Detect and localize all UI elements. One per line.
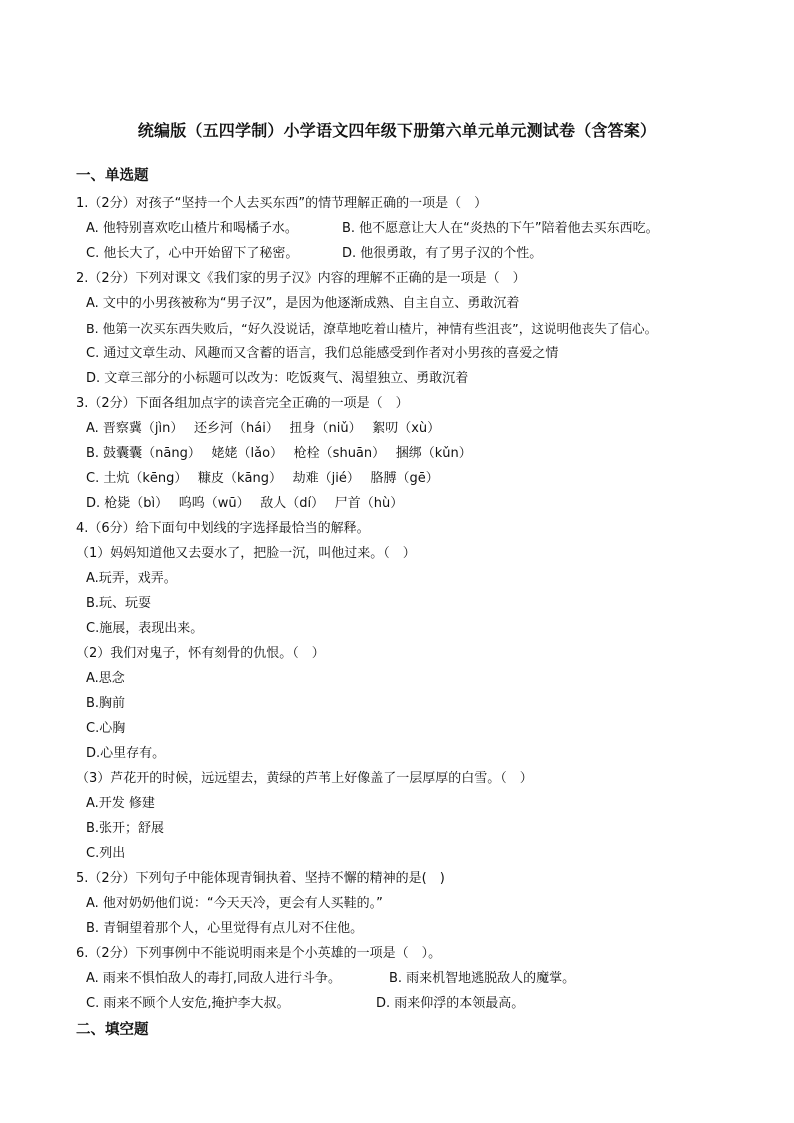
- question-4-sub-1: （1）妈妈知道他又去耍水了，把脸一沉，叫他过来。（ ）: [76, 546, 416, 561]
- question-4-sub-2-option-a[interactable]: A.思念: [86, 671, 125, 686]
- question-2-option-b[interactable]: B. 他第一次买东西失败后，“好久没说话，潦草地吃着山楂片，神情有些沮丧”，这说明他丧失了信心。: [86, 321, 658, 336]
- question-6-option-d[interactable]: D. 雨来仰浮的本领最高。: [376, 996, 525, 1011]
- question-2-option-a[interactable]: A. 文中的小男孩被称为“男子汉”，是因为他逐渐成熟、自主自立、勇敢沉着: [86, 296, 520, 311]
- question-4-sub-1-option-c[interactable]: C.施展，表现出来。: [86, 621, 204, 636]
- question-2-stem: 2.（2分）下列对课文《我们家的男子汉》内容的理解不正确的是一项是（ ）: [76, 271, 526, 286]
- question-4-sub-1-option-a[interactable]: A.玩弄，戏弄。: [86, 571, 177, 586]
- question-1-option-a[interactable]: A. 他特别喜欢吃山楂片和喝橘子水。: [86, 221, 298, 236]
- exam-title: 统编版（五四学制）小学语文四年级下册第六单元单元测试卷（含答案）: [137, 121, 657, 140]
- question-4-sub-3: （3）芦花开的时候，远远望去，黄绿的芦苇上好像盖了一层厚厚的白雪。（ ）: [76, 771, 533, 786]
- question-4-sub-3-option-a[interactable]: A.开发 修建: [86, 796, 155, 811]
- question-4-sub-3-option-b[interactable]: B.张开；舒展: [86, 821, 165, 836]
- question-3-option-b[interactable]: B. 鼓囊囊（nāng） 姥姥（lǎo） 枪栓（shuān） 捆绑（kǔn）: [86, 446, 472, 461]
- question-4-sub-2-option-c[interactable]: C.心胸: [86, 721, 126, 736]
- question-3-option-a[interactable]: A. 晋察冀（jìn） 还乡河（hái） 扭身（niǔ） 絮叨（xù）: [86, 421, 441, 436]
- question-4-sub-2-option-d[interactable]: D.心里存有。: [86, 746, 166, 761]
- question-2-option-c[interactable]: C. 通过文章生动、风趣而又含蓄的语言，我们总能感受到作者对小男孩的喜爱之情: [86, 346, 559, 361]
- question-6-stem: 6.（2分）下列事例中不能说明雨来是个小英雄的一项是（ ）。: [76, 946, 442, 961]
- question-3-stem: 3.（2分）下面各组加点字的读音完全正确的一项是（ ）: [76, 396, 409, 411]
- section-heading-single-choice: 一、单选题: [76, 168, 149, 184]
- question-6-option-c[interactable]: C. 雨来不顾个人安危,掩护李大叔。: [86, 996, 290, 1011]
- question-3-option-d[interactable]: D. 枪毙（bì） 呜呜（wū） 敌人（dí） 尸首（hù）: [86, 496, 404, 511]
- question-6-option-b[interactable]: B. 雨来机智地逃脱敌人的魔掌。: [389, 971, 576, 986]
- question-1-option-d[interactable]: D. 他很勇敢，有了男子汉的个性。: [342, 246, 543, 261]
- question-4-stem: 4.（6分）给下面句中划线的字选择最恰当的解释。: [76, 521, 370, 536]
- question-6-option-a[interactable]: A. 雨来不惧怕敌人的毒打,同敌人进行斗争。: [86, 971, 342, 986]
- question-1-option-c[interactable]: C. 他长大了，心中开始留下了秘密。: [86, 246, 299, 261]
- question-1-option-b[interactable]: B. 他不愿意让大人在“炎热的下午”陪着他去买东西吃。: [342, 221, 659, 236]
- question-1-stem: 1.（2分）对孩子“坚持一个人去买东西”的情节理解正确的一项是（ ）: [76, 196, 488, 211]
- question-5-stem: 5.（2分）下列句子中能体现青铜执着、坚持不懈的精神的是( ): [76, 871, 445, 886]
- question-4-sub-2-option-b[interactable]: B.胸前: [86, 696, 126, 711]
- question-4-sub-2: （2）我们对鬼子，怀有刻骨的仇恨。（ ）: [76, 646, 325, 661]
- question-5-option-b[interactable]: B. 青铜望着那个人，心里觉得有点儿对不住他。: [86, 921, 364, 936]
- question-3-option-c[interactable]: C. 土炕（kēng） 糠皮（kāng） 劫难（jié） 胳膊（gē）: [86, 471, 439, 486]
- question-4-sub-1-option-b[interactable]: B.玩、玩耍: [86, 596, 152, 611]
- question-5-option-a[interactable]: A. 他对奶奶他们说：“今天天冷，更会有人买鞋的。”: [86, 896, 383, 911]
- question-2-option-d[interactable]: D. 文章三部分的小标题可以改为：吃饭爽气、渴望独立、勇敢沉着: [86, 371, 469, 386]
- section-heading-fill-blank: 二、填空题: [76, 1022, 149, 1038]
- question-4-sub-3-option-c[interactable]: C.列出: [86, 846, 126, 861]
